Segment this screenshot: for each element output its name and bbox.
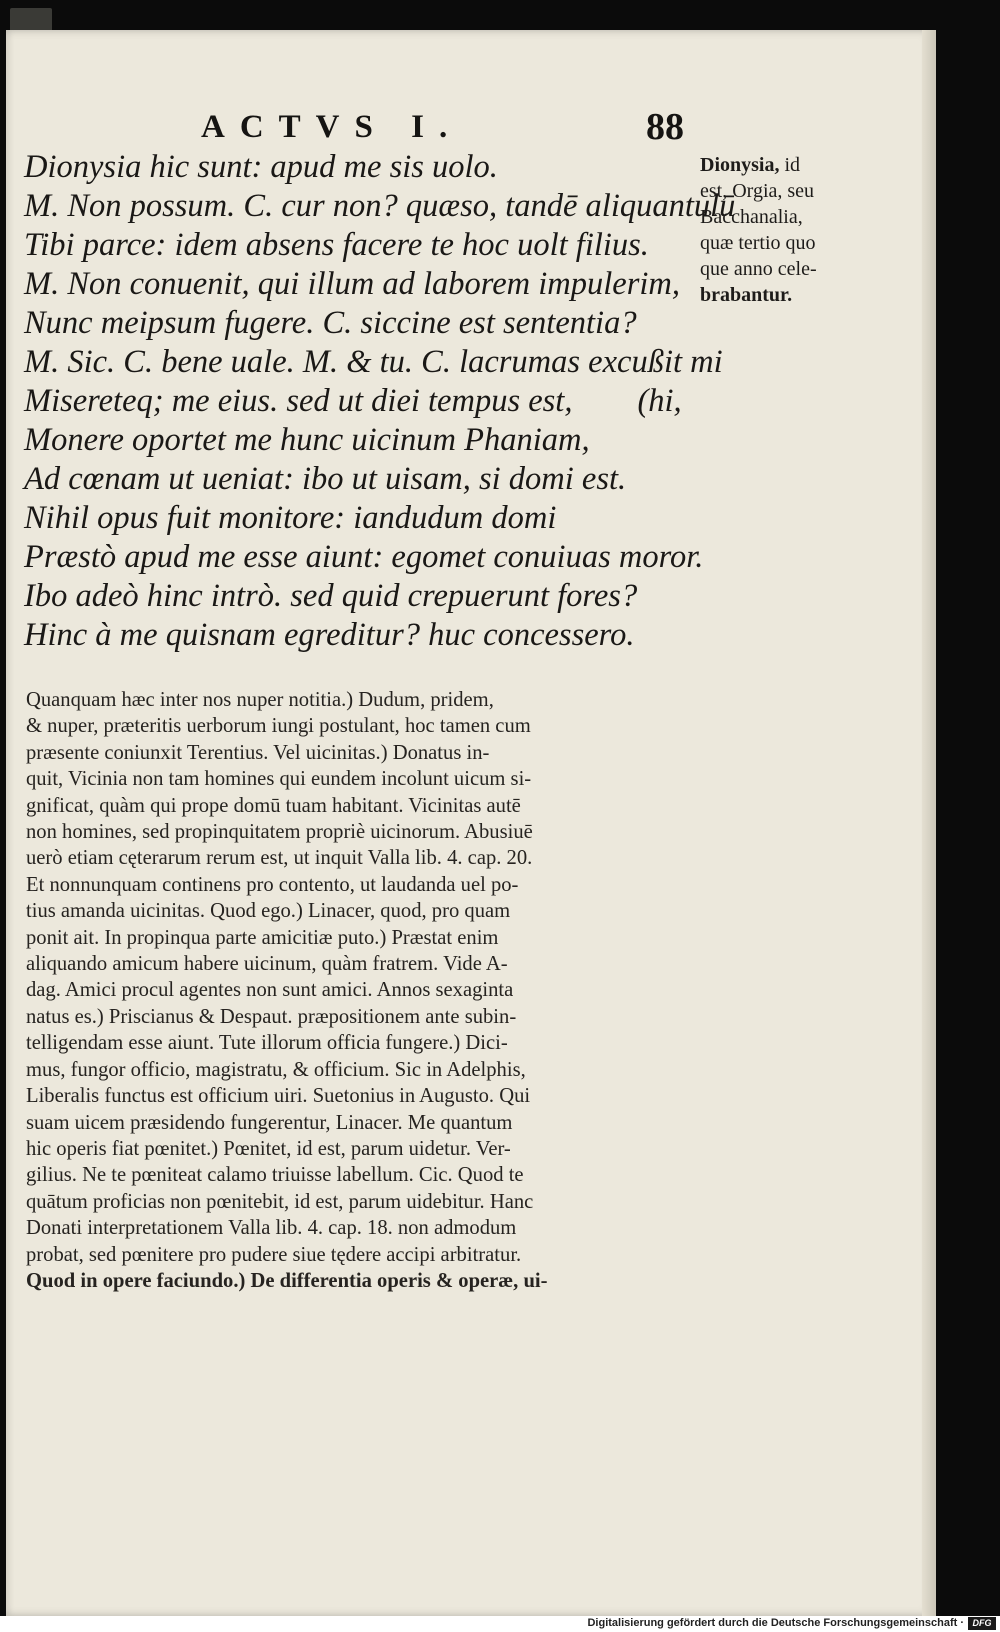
commentary-line: mus, fungor officio, magistratu, & officium. Sic in Adelphis, <box>26 1058 526 1081</box>
marginal-note-keyword: Dionysia, <box>700 154 780 176</box>
marginal-note-line: brabantur. <box>700 284 793 306</box>
verse-line: Misereteq; me eius. sed ut diei tempus est, (hi, <box>24 383 682 419</box>
dfg-logo[interactable]: DFG <box>968 1617 996 1630</box>
commentary-line: natus es.) Priscianus & Despaut. præpositionem ante subin- <box>26 1005 517 1028</box>
verse-line: Nihil opus fuit monitore: iandudum domi <box>24 500 557 536</box>
commentary-line: Quanquam hæc inter nos nuper notitia.) Dudum, pridem, <box>26 689 494 711</box>
commentary-line: telligendam esse aiunt. Tute illorum officia fungere.) Dici- <box>26 1032 508 1055</box>
digitization-footer <box>0 1616 1000 1632</box>
commentary-line: dag. Amici procul agentes non sunt amici. Annos sexaginta <box>26 979 514 1002</box>
commentary-line: Liberalis functus est officium uiri. Suetonius in Augusto. Qui <box>26 1085 531 1108</box>
verse-line: Hinc à me quisnam egreditur? huc concessero. <box>24 617 635 653</box>
commentary-line: quit, Vicinia non tam homines qui eundem incolunt uicum si- <box>26 768 532 791</box>
verse-line: Præstò apud me esse aiunt: egomet conuiuas moror. <box>24 539 704 575</box>
book-page <box>6 30 936 1616</box>
commentary-line: suam uicem præsidendo fungerentur, Linacer. Me quantum <box>26 1111 513 1134</box>
commentary-block <box>26 687 694 1294</box>
verse-line: M. Non possum. C. cur non? quæso, tandē aliquantulū <box>24 188 736 224</box>
commentary-line: præsente coniunxit Terentius. Vel uicinitas.) Donatus in- <box>26 741 490 764</box>
verse-line: M. Sic. C. bene uale. M. & tu. C. lacrumas excußit mi <box>24 344 723 380</box>
scan-corner-mark <box>10 8 52 32</box>
footer-credit-text: Digitalisierung gefördert durch die Deutsche Forschungsgemeinschaft · <box>587 1617 964 1629</box>
commentary-line: gnificat, quàm qui prope domū tuam habitant. Vicinitas autē <box>26 794 521 817</box>
commentary-line: gilius. Ne te pœniteat calamo triuisse labellum. Cic. Quod te <box>26 1164 524 1187</box>
verse-line: M. Non conuenit, qui illum ad laborem impulerim, <box>24 266 680 302</box>
verse-line: Tibi parce: idem absens facere te hoc uolt filius. <box>24 227 649 263</box>
commentary-line: Quod in opere faciundo.) De differentia operis & operæ, ui- <box>26 1269 548 1292</box>
marginal-note <box>700 152 880 308</box>
verse-line: Dionysia hic sunt: apud me sis uolo. <box>24 149 498 185</box>
marginal-note-line: que anno cele- <box>700 258 817 280</box>
commentary-line: uerò etiam cęterarum rerum est, ut inquit Valla lib. 4. cap. 20. <box>26 847 533 870</box>
commentary-line: Donati interpretationem Valla lib. 4. cap. 18. non admodum <box>26 1217 517 1240</box>
marginal-note-line: quæ tertio quo <box>700 232 816 254</box>
marginal-note-line: id <box>784 154 801 176</box>
verse-line: Ibo adeò hinc intrò. sed quid crepuerunt fores? <box>24 578 638 614</box>
verse-line: Monere oportet me hunc uicinum Phaniam, <box>24 422 590 458</box>
verse-line: Ad cœnam ut ueniat: ibo ut uisam, si domi est. <box>24 461 627 497</box>
marginal-note-line: Bacchanalia, <box>700 206 803 228</box>
commentary-line: Et nonnunquam continens pro contento, ut laudanda uel po- <box>26 873 519 896</box>
commentary-line: hic operis fiat pœnitet.) Pœnitet, id est, parum uidetur. Ver- <box>26 1137 511 1160</box>
page-edge-shadow <box>922 30 936 1616</box>
marginal-note-line: est, Orgia, seu <box>700 180 815 202</box>
commentary-line: & nuper, præteritis uerborum iungi postulant, hoc tamen cum <box>26 715 531 738</box>
commentary-line: non homines, sed propinquitatem propriè uicinorum. Abusiuē <box>26 821 533 844</box>
running-head: ACTVS I. <box>201 109 463 145</box>
verse-line: Nunc meipsum fugere. C. siccine est sententia? <box>24 305 637 341</box>
commentary-line: tius amanda uicinitas. Quod ego.) Linacer, quod, pro quam <box>26 900 511 923</box>
page-number: 88 <box>646 106 684 148</box>
commentary-line: ponit ait. In propinqua parte amicitiæ puto.) Præstat enim <box>26 926 499 949</box>
commentary-line: aliquando amicum habere uicinum, quàm fratrem. Vide A- <box>26 953 508 976</box>
verse-block <box>24 148 736 655</box>
commentary-line: quātum proficias non pœnitebit, id est, parum uidebitur. Hanc <box>26 1190 534 1213</box>
commentary-line: probat, sed pœnitere pro pudere siue tędere accipi arbitratur. <box>26 1243 522 1266</box>
